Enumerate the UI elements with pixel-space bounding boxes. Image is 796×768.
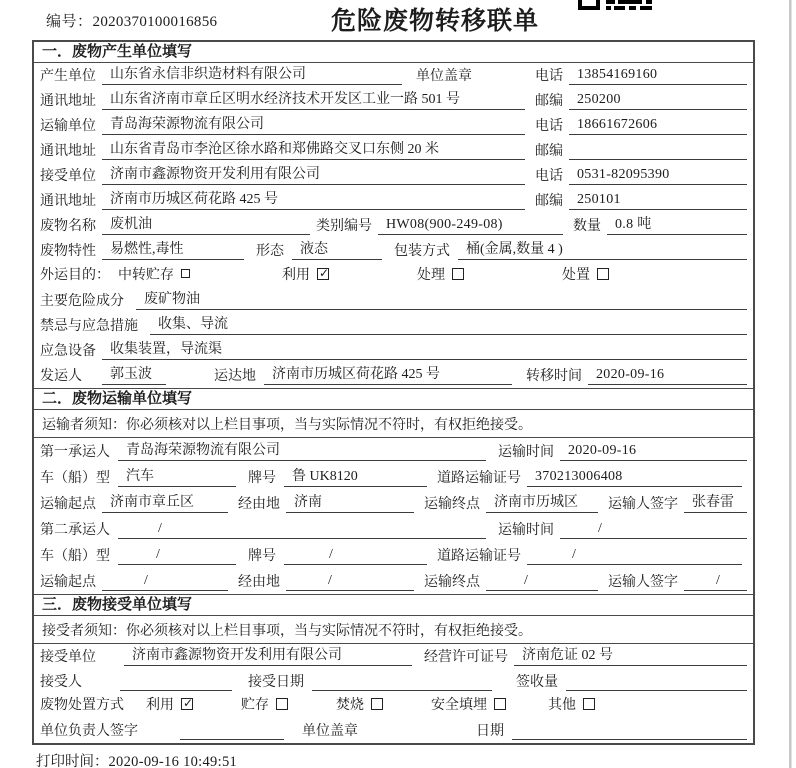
quantity-label: 数量 bbox=[573, 219, 601, 234]
section2-header: 二．废物运输单位填写 bbox=[34, 388, 753, 410]
waste-name-label: 废物名称 bbox=[40, 219, 96, 234]
producer-zip-value: 250200 bbox=[569, 92, 747, 110]
category-label: 类别编号 bbox=[316, 219, 372, 234]
carrier2-time-value: / bbox=[560, 521, 747, 539]
carrier1-label: 第一承运人 bbox=[40, 445, 110, 460]
signed-amount-label: 签收量 bbox=[516, 674, 558, 690]
vehicle-type-label: 车（船）型 bbox=[40, 549, 110, 564]
taboo-measures-row bbox=[34, 313, 753, 338]
carrier1-plate-value: 鲁 UK8120 bbox=[284, 465, 427, 487]
carrier2-license-value: / bbox=[527, 547, 742, 565]
disposal-option-other bbox=[548, 694, 595, 714]
hazard-label: 主要危险成分 bbox=[40, 294, 124, 309]
carrier1-origin-value: 济南市章丘区 bbox=[102, 491, 228, 513]
character-label: 废物特性 bbox=[40, 244, 96, 259]
section3-header: 三．废物接受单位填写 bbox=[34, 594, 753, 616]
carrier2-value: / bbox=[118, 521, 486, 539]
transfer-time-value: 2020-09-16 bbox=[588, 367, 747, 385]
carrier2-origin-value: / bbox=[102, 573, 228, 591]
transporter-label: 运输单位 bbox=[40, 119, 96, 134]
checkbox-unchecked-icon bbox=[276, 698, 288, 710]
address-label: 通讯地址 bbox=[40, 144, 96, 159]
receive-date-value bbox=[312, 689, 492, 691]
emergency-equipment-row bbox=[34, 338, 753, 363]
disposal-option-utilize bbox=[146, 694, 193, 714]
plate-label: 牌号 bbox=[248, 549, 276, 564]
quantity-value: 0.8 吨 bbox=[607, 213, 747, 235]
carrier2-label: 第二承运人 bbox=[40, 523, 110, 538]
receiver-person-label: 接受人 bbox=[40, 674, 82, 690]
leader-sign-value bbox=[180, 738, 284, 740]
purpose-option-dispose bbox=[562, 264, 609, 284]
checkbox-label: 利用 bbox=[146, 698, 174, 714]
doc-number-value: 2020370100016856 bbox=[92, 14, 218, 30]
equipment-value: 收集装置，导流渠 bbox=[102, 338, 747, 360]
disposal-option-landfill bbox=[431, 694, 506, 714]
waste-name-value: 废机油 bbox=[102, 213, 310, 235]
carrier1-route-row bbox=[34, 490, 753, 516]
receiver-person-row bbox=[34, 669, 753, 694]
checkbox-unchecked-icon bbox=[494, 698, 506, 710]
transporter-zip-value bbox=[569, 158, 747, 160]
page-title: 危险废物转移联单 bbox=[330, 8, 539, 35]
checkbox-label: 利用 bbox=[282, 268, 310, 283]
waste-name-row bbox=[34, 213, 753, 238]
carrier1-end-value: 济南市历城区 bbox=[486, 491, 598, 513]
purpose-option-utilize bbox=[282, 264, 329, 284]
transport-time-label: 运输时间 bbox=[498, 445, 554, 460]
disposal-method-label: 废物处置方式 bbox=[40, 698, 124, 714]
transporter-address-row bbox=[34, 138, 753, 163]
transport-time-label: 运输时间 bbox=[498, 523, 554, 538]
transporter-notice-label: 运输者须知： bbox=[42, 417, 126, 433]
via-label: 经由地 bbox=[238, 575, 280, 590]
checkbox-unchecked-icon bbox=[583, 698, 595, 710]
receiver-value: 济南市鑫源物资开发利用有限公司 bbox=[102, 163, 525, 185]
disposal-option-incinerate bbox=[336, 694, 383, 714]
vehicle-type-label: 车（船）型 bbox=[40, 471, 110, 486]
carrier2-route-row bbox=[34, 568, 753, 594]
manifest-form-table bbox=[32, 40, 755, 745]
taboo-label: 禁忌与应急措施 bbox=[40, 319, 138, 334]
category-value: HW08(900-249-08) bbox=[378, 217, 563, 235]
via-label: 经由地 bbox=[238, 497, 280, 512]
page-edge-line bbox=[789, 0, 792, 768]
producer-address-row bbox=[34, 88, 753, 113]
date-label: 日期 bbox=[476, 724, 504, 740]
form-value: 液态 bbox=[292, 238, 382, 260]
checkbox-unchecked-icon bbox=[597, 268, 609, 280]
receiver-notice-label: 接受者须知： bbox=[42, 623, 126, 639]
carrier1-time-value: 2020-09-16 bbox=[560, 443, 747, 461]
plate-label: 牌号 bbox=[248, 471, 276, 486]
carrier1-vehicle-value: 汽车 bbox=[118, 465, 236, 487]
endpoint-label: 运输终点 bbox=[424, 575, 480, 590]
checkbox-unchecked-icon bbox=[452, 268, 464, 280]
consignor-label: 发运人 bbox=[40, 369, 82, 384]
transporter-sign-label: 运输人签字 bbox=[608, 497, 678, 512]
transporter-row bbox=[34, 113, 753, 138]
hazard-value: 废矿物油 bbox=[136, 288, 747, 310]
origin-label: 运输起点 bbox=[40, 497, 96, 512]
destination-label: 运达地 bbox=[214, 369, 256, 384]
hazard-components-row bbox=[34, 288, 753, 313]
leader-signature-row bbox=[34, 718, 753, 743]
transporter-sign-label: 运输人签字 bbox=[608, 575, 678, 590]
receiving-unit-value: 济南市鑫源物资开发利用有限公司 bbox=[124, 644, 412, 666]
receiver-row bbox=[34, 163, 753, 188]
section1-header: 一．废物产生单位填写 bbox=[34, 42, 753, 63]
producer-label: 产生单位 bbox=[40, 69, 96, 84]
doc-number-label: 编号： bbox=[46, 14, 93, 30]
carrier1-value: 青岛海荣源物流有限公司 bbox=[118, 439, 486, 461]
zip-label: 邮编 bbox=[535, 194, 563, 209]
character-value: 易燃性,毒性 bbox=[102, 238, 244, 260]
carrier1-license-value: 370213006408 bbox=[527, 469, 742, 487]
purpose-option-treat bbox=[417, 264, 464, 284]
consignor-value: 郭玉波 bbox=[102, 363, 166, 385]
print-time-label: 打印时间： bbox=[36, 754, 109, 768]
checkbox-label: 焚烧 bbox=[336, 698, 364, 714]
carrier1-sign-value: 张春雷 bbox=[684, 491, 747, 513]
carrier2-plate-value: / bbox=[284, 547, 427, 565]
checkbox-label: 安全填埋 bbox=[431, 698, 487, 714]
destination-value: 济南市历城区荷花路 425 号 bbox=[264, 363, 512, 385]
receive-date-label: 接受日期 bbox=[248, 674, 304, 690]
transporter-notice-text: 你必须核对以上栏目事项，当与实际情况不符时，有权拒绝接受。 bbox=[126, 417, 532, 433]
phone-label: 电话 bbox=[535, 169, 563, 184]
carrier1-via-value: 济南 bbox=[286, 491, 414, 513]
transfer-time-label: 转移时间 bbox=[526, 369, 582, 384]
section2-notice-row bbox=[34, 410, 753, 438]
transporter-phone-value: 18661672606 bbox=[569, 117, 747, 135]
zip-label: 邮编 bbox=[535, 94, 563, 109]
address-label: 通讯地址 bbox=[40, 194, 96, 209]
checkbox-label: 处理 bbox=[417, 268, 445, 283]
carrier2-via-value: / bbox=[286, 573, 414, 591]
purpose-option-transfer-storage bbox=[118, 264, 190, 284]
producer-row bbox=[34, 63, 753, 88]
checkbox-label: 处置 bbox=[562, 268, 590, 283]
form-label: 形态 bbox=[256, 244, 284, 259]
checkbox-label: 中转贮存 bbox=[118, 268, 174, 283]
checkbox-label: 贮存 bbox=[241, 698, 269, 714]
checkbox-label: 其他 bbox=[548, 698, 576, 714]
section1-body bbox=[34, 63, 753, 388]
checkbox-unchecked-icon bbox=[371, 698, 383, 710]
taboo-value: 收集、导流 bbox=[150, 313, 747, 335]
purpose-label: 外运目的： bbox=[40, 268, 110, 283]
permit-value: 济南危证 02 号 bbox=[514, 644, 747, 666]
section3-notice-row bbox=[34, 616, 753, 644]
carrier2-row bbox=[34, 516, 753, 542]
receiver-address-value: 济南市历城区荷花路 425 号 bbox=[102, 188, 525, 210]
receiver-phone-value: 0531-82095390 bbox=[569, 167, 747, 185]
producer-value: 山东省永信非织造材料有限公司 bbox=[102, 63, 402, 85]
purpose-row bbox=[34, 263, 753, 288]
receiver-address-row bbox=[34, 188, 753, 213]
transporter-address-value: 山东省青岛市李沧区徐水路和郑佛路交叉口东侧 20 米 bbox=[102, 138, 525, 160]
disposal-option-storage bbox=[241, 694, 288, 714]
unit-seal-label: 单位盖章 bbox=[416, 69, 472, 84]
carrier2-sign-value: / bbox=[684, 573, 747, 591]
receiving-unit-row bbox=[34, 644, 753, 669]
road-license-label: 道路运输证号 bbox=[437, 549, 521, 564]
address-label: 通讯地址 bbox=[40, 94, 96, 109]
checkbox-unchecked-icon bbox=[181, 269, 190, 278]
receiver-zip-value: 250101 bbox=[569, 192, 747, 210]
doc-number bbox=[46, 10, 217, 31]
carrier2-vehicle-value: / bbox=[118, 547, 236, 565]
zip-label: 邮编 bbox=[535, 144, 563, 159]
disposal-method-row bbox=[34, 694, 753, 719]
carrier1-row bbox=[34, 438, 753, 464]
carrier2-vehicle-row bbox=[34, 542, 753, 568]
print-time bbox=[36, 750, 237, 768]
receiver-notice-text: 你必须核对以上栏目事项，当与实际情况不符时，有权拒绝接受。 bbox=[126, 623, 532, 639]
phone-label: 电话 bbox=[535, 119, 563, 134]
receiver-person-value bbox=[120, 689, 232, 691]
phone-label: 电话 bbox=[535, 69, 563, 84]
producer-phone-value: 13854169160 bbox=[569, 67, 747, 85]
signed-amount-value bbox=[566, 689, 747, 691]
section3-body bbox=[34, 644, 753, 743]
packing-label: 包装方式 bbox=[394, 244, 450, 259]
permit-label: 经营许可证号 bbox=[424, 649, 508, 665]
receiver-label: 接受单位 bbox=[40, 169, 96, 184]
packing-value: 桶(金属,数量 4 ) bbox=[458, 238, 747, 260]
equipment-label: 应急设备 bbox=[40, 344, 96, 359]
receiving-unit-label: 接受单位 bbox=[40, 649, 96, 665]
checkbox-checked-icon: ✓ bbox=[318, 266, 330, 280]
waste-character-row bbox=[34, 238, 753, 263]
checkbox-checked-icon: ✓ bbox=[182, 696, 194, 711]
road-license-label: 道路运输证号 bbox=[437, 471, 521, 486]
origin-label: 运输起点 bbox=[40, 575, 96, 590]
section2-body bbox=[34, 438, 753, 594]
print-time-value: 2020-09-16 10:49:51 bbox=[108, 754, 238, 768]
qr-code-fragment-icon bbox=[578, 0, 652, 10]
producer-address-value: 山东省济南市章丘区明水经济技术开发区工业一路 501 号 bbox=[102, 88, 525, 110]
endpoint-label: 运输终点 bbox=[424, 497, 480, 512]
carrier1-vehicle-row bbox=[34, 464, 753, 490]
unit-seal-label: 单位盖章 bbox=[302, 724, 358, 740]
carrier2-end-value: / bbox=[486, 573, 598, 591]
consignor-row bbox=[34, 363, 753, 388]
date-value bbox=[512, 738, 747, 740]
transporter-value: 青岛海荣源物流有限公司 bbox=[102, 113, 525, 135]
leader-sign-label: 单位负责人签字 bbox=[40, 724, 138, 740]
